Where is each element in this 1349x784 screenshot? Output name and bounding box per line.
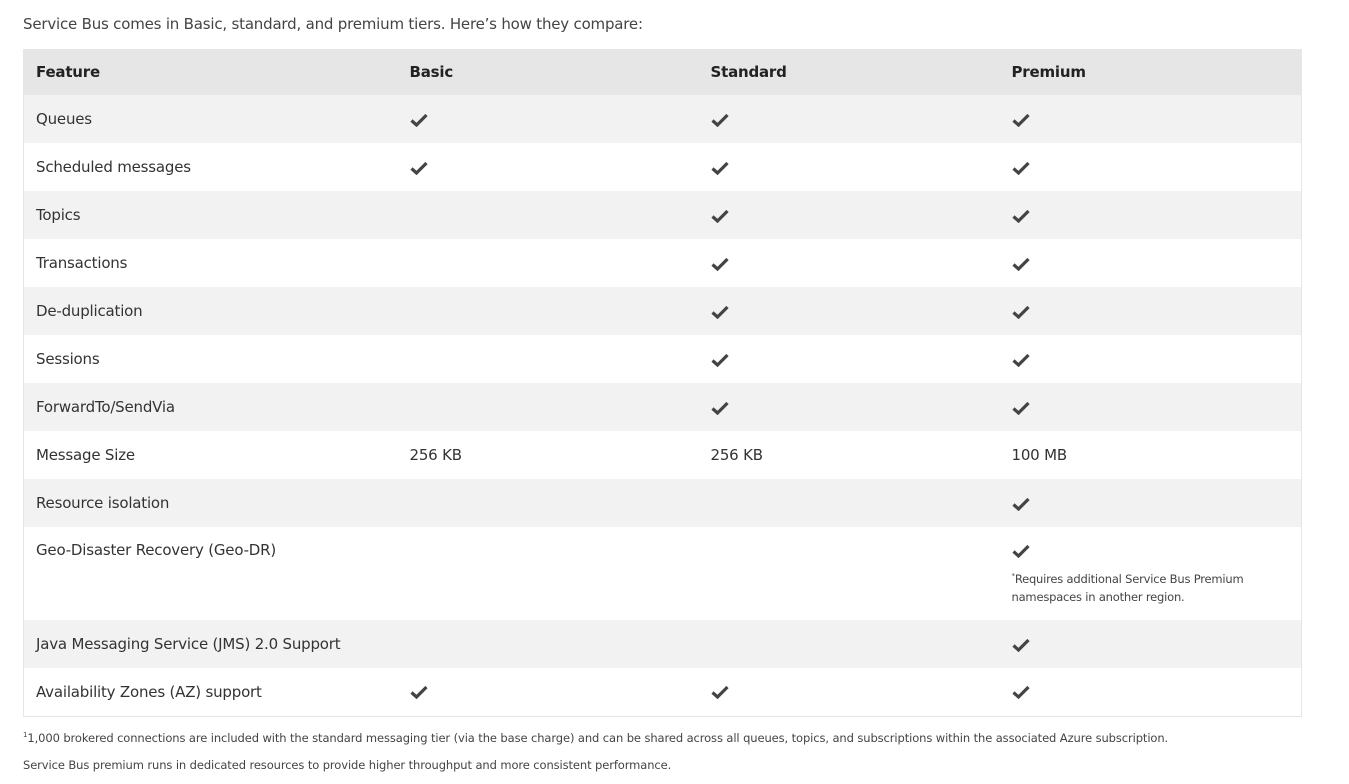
table-row — [24, 191, 1302, 239]
standard-value: 256 KB — [710, 446, 763, 464]
footnote-connections — [23, 731, 1168, 745]
feature-cell: Geo-Disaster Recovery (Geo-DR) — [36, 541, 277, 559]
feature-cell: Scheduled messages — [36, 158, 191, 176]
table-row — [24, 620, 1302, 668]
checkmark-icon — [1012, 161, 1030, 175]
footnote-connections-text: 1,000 brokered connections are included with the standard messaging tier (via the base charge) and can be shared across all queues, topics, and subscriptions within the associated Azure subscription. — [27, 731, 1169, 745]
checkmark-icon — [1012, 305, 1030, 319]
basic-cell — [398, 431, 699, 479]
checkmark-icon — [1012, 544, 1030, 558]
standard-cell — [699, 479, 1000, 527]
table-row — [24, 335, 1302, 383]
feature-cell: Message Size — [36, 446, 135, 464]
checkmark-icon — [711, 209, 729, 223]
table-row — [24, 95, 1302, 143]
checkmark-icon — [410, 161, 428, 175]
basic-cell — [398, 239, 699, 287]
checkmark-icon — [1012, 638, 1030, 652]
premium-value: 100 MB — [1011, 446, 1067, 464]
standard-cell — [699, 143, 1000, 191]
premium-cell — [1000, 479, 1302, 527]
basic-cell — [398, 287, 699, 335]
basic-cell — [398, 143, 699, 191]
feature-cell: Transactions — [36, 254, 128, 272]
checkmark-icon — [1012, 497, 1030, 511]
basic-cell — [398, 620, 699, 668]
feature-cell: De-duplication — [36, 302, 143, 320]
checkmark-icon — [1012, 209, 1030, 223]
checkmark-icon — [711, 257, 729, 271]
standard-cell — [699, 239, 1000, 287]
feature-cell: Queues — [36, 110, 92, 128]
premium-cell — [1000, 527, 1302, 620]
feature-cell: ForwardTo/SendVia — [36, 398, 175, 416]
standard-cell — [699, 431, 1000, 479]
feature-cell: Resource isolation — [36, 494, 170, 512]
checkmark-icon — [1012, 353, 1030, 367]
basic-cell — [398, 479, 699, 527]
checkmark-icon — [711, 685, 729, 699]
basic-cell — [398, 383, 699, 431]
premium-cell — [1000, 668, 1302, 716]
checkmark-icon — [1012, 401, 1030, 415]
table-row — [24, 383, 1302, 431]
basic-cell — [398, 527, 699, 620]
header-premium: Premium — [1011, 63, 1086, 81]
standard-cell — [699, 527, 1000, 620]
premium-note-text: Requires additional Service Bus Premium namespaces in another region. — [1011, 571, 1244, 604]
standard-cell — [699, 620, 1000, 668]
footnote-premium: Service Bus premium runs in dedicated resources to provide higher throughput and more consistent performance. — [23, 758, 672, 772]
standard-cell — [699, 383, 1000, 431]
intro-text: Service Bus comes in Basic, standard, and premium tiers. Here’s how they compare: — [23, 15, 643, 33]
premium-cell — [1000, 239, 1302, 287]
premium-cell — [1000, 431, 1302, 479]
header-basic: Basic — [409, 63, 454, 81]
header-standard: Standard — [710, 63, 787, 81]
header-feature: Feature — [36, 63, 100, 81]
premium-note-mark: * — [1011, 572, 1015, 580]
standard-cell — [699, 191, 1000, 239]
standard-cell — [699, 335, 1000, 383]
standard-cell — [699, 668, 1000, 716]
table-header-row — [24, 49, 1302, 95]
premium-cell — [1000, 95, 1302, 143]
basic-cell — [398, 335, 699, 383]
footnote-mark: 1 — [23, 731, 28, 740]
premium-cell — [1000, 143, 1302, 191]
checkmark-icon — [711, 305, 729, 319]
premium-cell — [1000, 335, 1302, 383]
checkmark-icon — [1012, 257, 1030, 271]
basic-cell — [398, 95, 699, 143]
checkmark-icon — [711, 401, 729, 415]
checkmark-icon — [1012, 685, 1030, 699]
table-row — [24, 527, 1302, 620]
tier-comparison-table — [23, 49, 1302, 717]
table-row — [24, 287, 1302, 335]
standard-cell — [699, 287, 1000, 335]
feature-cell: Availability Zones (AZ) support — [36, 682, 262, 701]
basic-cell — [398, 191, 699, 239]
feature-cell: Java Messaging Service (JMS) 2.0 Support — [36, 635, 341, 653]
checkmark-icon — [711, 113, 729, 127]
premium-cell — [1000, 287, 1302, 335]
checkmark-icon — [410, 113, 428, 127]
table-row — [24, 431, 1302, 479]
checkmark-icon — [711, 353, 729, 367]
table-row — [24, 143, 1302, 191]
table-row — [24, 239, 1302, 287]
basic-value: 256 KB — [409, 446, 462, 464]
premium-cell — [1000, 620, 1302, 668]
checkmark-icon — [711, 161, 729, 175]
checkmark-icon — [410, 685, 428, 699]
feature-cell: Topics — [36, 206, 81, 224]
standard-cell — [699, 95, 1000, 143]
table-row — [24, 668, 1302, 716]
table-row — [24, 479, 1302, 527]
basic-cell — [398, 668, 699, 716]
feature-cell: Sessions — [36, 350, 100, 368]
premium-note — [1012, 567, 1252, 606]
premium-cell — [1000, 191, 1302, 239]
premium-cell — [1000, 383, 1302, 431]
checkmark-icon — [1012, 113, 1030, 127]
